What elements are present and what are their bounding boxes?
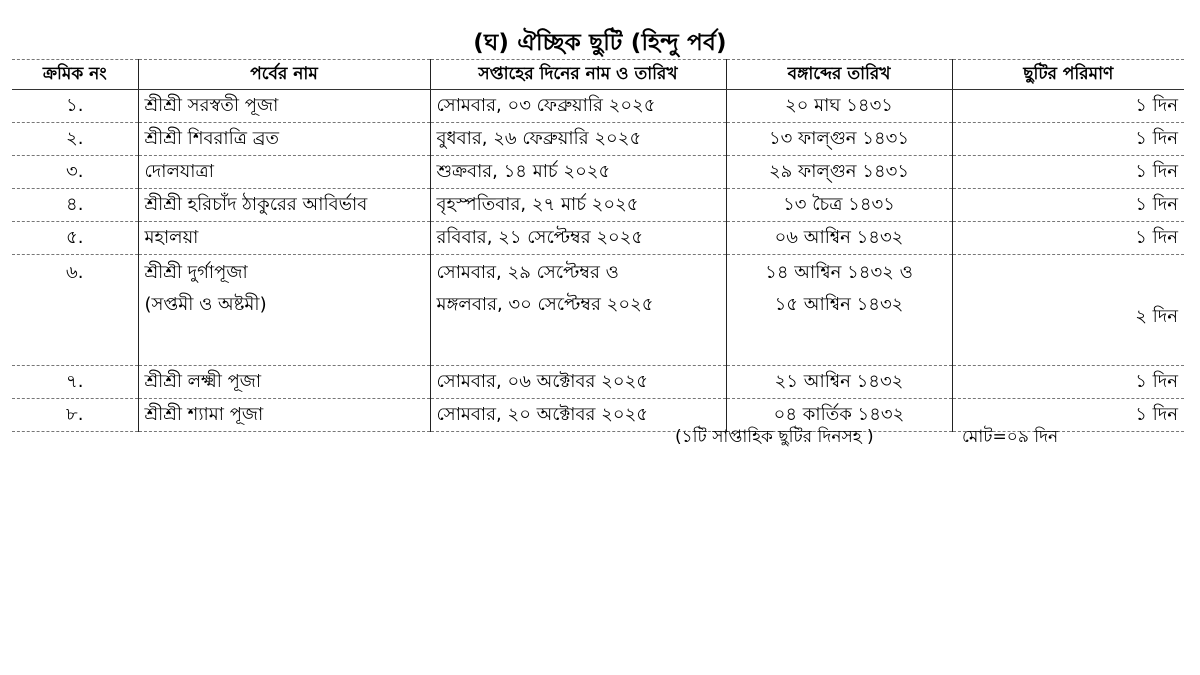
weekly-holiday-note: (১টি সাপ্তাহিক ছুটির দিনসহ ) [675, 427, 874, 447]
festival-name-cell: শ্রীশ্রী সরস্বতী পূজা [138, 90, 430, 123]
festival-name-cell: শ্রীশ্রী শ্যামা পূজা [138, 399, 430, 432]
table-row [12, 222, 1184, 255]
duration-cell: ১ দিন [952, 222, 1184, 255]
total-days: মোট=০৯ দিন [962, 427, 1059, 447]
weekday-date-cell: রবিবার, ২১ সেপ্টেম্বর ২০২৫ [430, 222, 726, 255]
bengali-date-subline: ১৫ আশ্বিন ১৪৩২ [774, 294, 904, 315]
duration-cell: ১ দিন [952, 123, 1184, 156]
table-row [12, 189, 1184, 222]
weekday-date-cell: শুক্রবার, ১৪ মার্চ ২০২৫ [430, 156, 726, 189]
weekday-date-cell [430, 255, 726, 366]
duration-cell: ১ দিন [952, 399, 1184, 432]
duration-cell: ১ দিন [952, 156, 1184, 189]
serial-cell [12, 255, 138, 366]
weekday-date-subline: মঙ্গলবার, ৩০ সেপ্টেম্বর ২০২৫ [436, 294, 654, 315]
festival-name-cell: শ্রীশ্রী হরিচাঁদ ঠাকুরের আবির্ভাব [138, 189, 430, 222]
festival-name-cell: শ্রীশ্রী লক্ষ্মী পূজা [138, 366, 430, 399]
header-weekday-date: সপ্তাহের দিনের নাম ও তারিখ [430, 60, 726, 90]
header-bengali-date: বঙ্গাব্দের তারিখ [726, 60, 952, 90]
bengali-date-cell: ০৬ আশ্বিন ১৪৩২ [726, 222, 952, 255]
weekday-date-cell: সোমবার, ০৩ ফেব্রুয়ারি ২০২৫ [430, 90, 726, 123]
festival-name-cell [138, 255, 430, 366]
bengali-date-cell: ২০ মাঘ ১৪৩১ [726, 90, 952, 123]
serial-cell: ৮. [12, 399, 138, 432]
header-festival-name: পর্বের নাম [138, 60, 430, 90]
table-row [12, 156, 1184, 189]
bengali-date-cell: ২১ আশ্বিন ১৪৩২ [726, 366, 952, 399]
header-serial: ক্রমিক নং [12, 60, 138, 90]
bengali-date-cell: ০৪ কার্তিক ১৪৩২ [726, 399, 952, 432]
bengali-date-cell [726, 255, 952, 366]
weekday-date-cell: সোমবার, ২০ অক্টোবর ২০২৫ [430, 399, 726, 432]
duration-cell: ১ দিন [952, 90, 1184, 123]
serial-cell: ৪. [12, 189, 138, 222]
holiday-table [12, 59, 1184, 432]
festival-name-cell: মহালয়া [138, 222, 430, 255]
serial-cell: ৭. [12, 366, 138, 399]
bengali-date-cell: ১৩ ফাল্গুন ১৪৩১ [726, 123, 952, 156]
festival-name-subline: (সপ্তমী ও অষ্টমী) [144, 294, 267, 315]
document-title: (ঘ) ঐচ্ছিক ছুটি (হিন্দু পর্ব) [473, 30, 727, 56]
weekday-date-cell: বৃহস্পতিবার, ২৭ মার্চ ২০২৫ [430, 189, 726, 222]
festival-name-line: শ্রীশ্রী দুর্গাপূজা [144, 262, 248, 283]
serial-text: ৬. [66, 262, 84, 283]
table-row [12, 366, 1184, 399]
serial-cell: ৩. [12, 156, 138, 189]
table-row [12, 90, 1184, 123]
weekday-date-cell: সোমবার, ০৬ অক্টোবর ২০২৫ [430, 366, 726, 399]
weekday-date-cell: বুধবার, ২৬ ফেব্রুয়ারি ২০২৫ [430, 123, 726, 156]
duration-cell: ১ দিন [952, 366, 1184, 399]
table-header-row [12, 60, 1184, 90]
bengali-date-cell: ১৩ চৈত্র ১৪৩১ [726, 189, 952, 222]
duration-cell: ১ দিন [952, 189, 1184, 222]
serial-cell: ১. [12, 90, 138, 123]
header-duration: ছুটির পরিমাণ [952, 60, 1184, 90]
bengali-date-line: ১৪ আশ্বিন ১৪৩২ ও [765, 262, 913, 283]
weekday-date-line: সোমবার, ২৯ সেপ্টেম্বর ও [436, 262, 619, 283]
duration-cell: ২ দিন [952, 255, 1184, 366]
table-row [12, 255, 1184, 366]
table-row [12, 123, 1184, 156]
festival-name-cell: দোলযাত্রা [138, 156, 430, 189]
bengali-date-cell: ২৯ ফাল্গুন ১৪৩১ [726, 156, 952, 189]
festival-name-cell: শ্রীশ্রী শিবরাত্রি ব্রত [138, 123, 430, 156]
serial-cell: ২. [12, 123, 138, 156]
serial-cell: ৫. [12, 222, 138, 255]
